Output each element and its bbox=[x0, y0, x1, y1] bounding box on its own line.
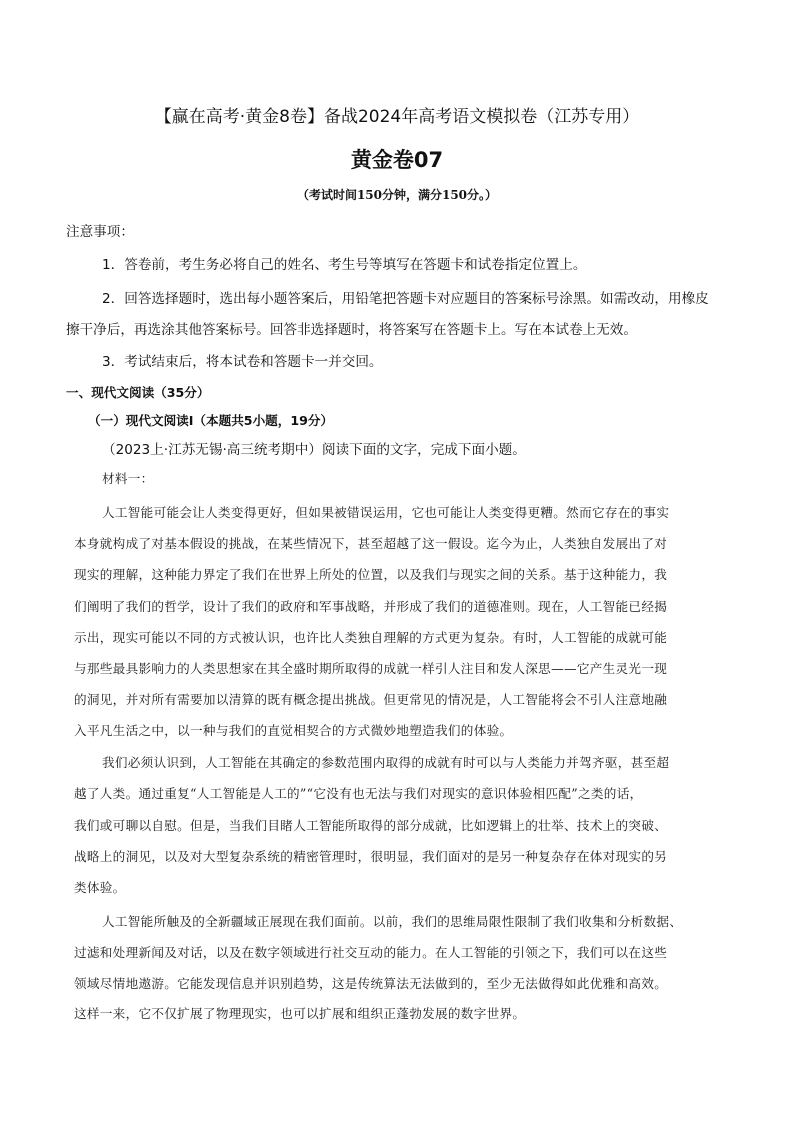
passage-line: 人工智能可能会让人类变得更好，但如果被错误运用，它也可能让人类变得更糟。然而它存在的事实 bbox=[102, 505, 670, 520]
passage-line: 我们必须认识到，人工智能在其确定的参数范围内取得的成就有时可以与人类能力并驾齐驱，甚至超 bbox=[102, 755, 670, 770]
material-label: 材料一： bbox=[102, 471, 154, 486]
passage-line: 本身就构成了对基本假设的挑战，在某些情况下，甚至超越了这一假设。迄今为止，人类独自发展出了对 bbox=[74, 536, 668, 551]
notice-item-continued: 擦干净后，再选涂其他答案标号。回答非选择题时，将答案写在答题卡上。写在本试卷上无效。 bbox=[66, 322, 637, 338]
page-title: 黄金卷07 bbox=[350, 148, 444, 172]
passage-line: 人工智能所触及的全新疆域正展现在我们面前。以前，我们的思维局限性限制了我们收集和分析数据、 bbox=[102, 914, 683, 929]
section-title: 一、现代文阅读（35分） bbox=[66, 385, 210, 400]
passage-line: 示出，现实可能以不同的方式被认识，也许比人类独自理解的方式更为复杂。有时，人工智能的成就可能 bbox=[74, 630, 668, 645]
passage-line: 类体验。 bbox=[74, 880, 126, 895]
notice-item: 2．回答选择题时，选出每小题答案后，用铅笔把答题卡对应题目的答案标号涂黑。如需改动，用橡皮 bbox=[102, 291, 709, 307]
notice-item: 3．考试结束后，将本试卷和答题卡一并交回。 bbox=[102, 354, 383, 370]
passage-line: 现实的理解，这种能力界定了我们在世界上所处的位置，以及我们与现实之间的关系。基于这种能力，我 bbox=[74, 567, 668, 582]
passage-line: 领域尽情地遨游。它能发现信息并识别趋势，这是传统算法无法做到的，至少无法做得如此优雅和高效。 bbox=[74, 976, 668, 991]
passage-line: 我们或可聊以自慰。但是，当我们目睹人工智能所取得的部分成就，比如逻辑上的壮举、技术上的突破、 bbox=[74, 818, 668, 833]
passage-line: 与那些最具影响力的人类思想家在其全盛时期所取得的成就一样引人注目和发人深思——它产生灵光一现 bbox=[74, 661, 668, 676]
passage-line: 的洞见，并对所有需要加以清算的既有概念提出挑战。但更常见的情况是，人工智能将会不引人注意地融 bbox=[74, 692, 668, 707]
passage-line: 战略上的洞见，以及对大型复杂系统的精密管理时，很明显，我们面对的是另一种复杂存在体对现实的另 bbox=[74, 849, 668, 864]
passage-line: 入平凡生活之中，以一种与我们的直觉相契合的方式微妙地塑造我们的体验。 bbox=[74, 723, 513, 738]
notice-item: 1．答卷前，考生务必将自己的姓名、考生号等填写在答题卡和试卷指定位置上。 bbox=[102, 257, 587, 273]
passage-line: 们阐明了我们的哲学，设计了我们的政府和军事战略，并形成了我们的道德准则。现在，人工智能已经揭 bbox=[74, 599, 668, 614]
series-title: 【赢在高考·黄金8卷】备战2024年高考语文模拟卷（江苏专用） bbox=[154, 107, 640, 127]
passage-line: 这样一来，它不仅扩展了物理现实，也可以扩展和组织正蓬勃发展的数字世界。 bbox=[74, 1006, 526, 1021]
passage-line: 越了人类。通过重复“人工智能是人工的”“它没有也无法与我们对现实的意识体验相匹配”之类的话， bbox=[74, 786, 643, 801]
passage-line: 过滤和处理新闻及对话，以及在数字领域进行社交互动的能力。在人工智能的引领之下，我们可以在这些 bbox=[74, 945, 668, 960]
exam-duration-note: （考试时间150分钟，满分150分。） bbox=[296, 188, 498, 202]
subsection-title: （一）现代文阅读Ⅰ（本题共5小题，19分） bbox=[88, 413, 334, 428]
passage-instruction: （2023上·江苏无锡·高三统考期中）阅读下面的文字，完成下面小题。 bbox=[102, 442, 526, 458]
notice-heading: 注意事项： bbox=[66, 224, 134, 240]
